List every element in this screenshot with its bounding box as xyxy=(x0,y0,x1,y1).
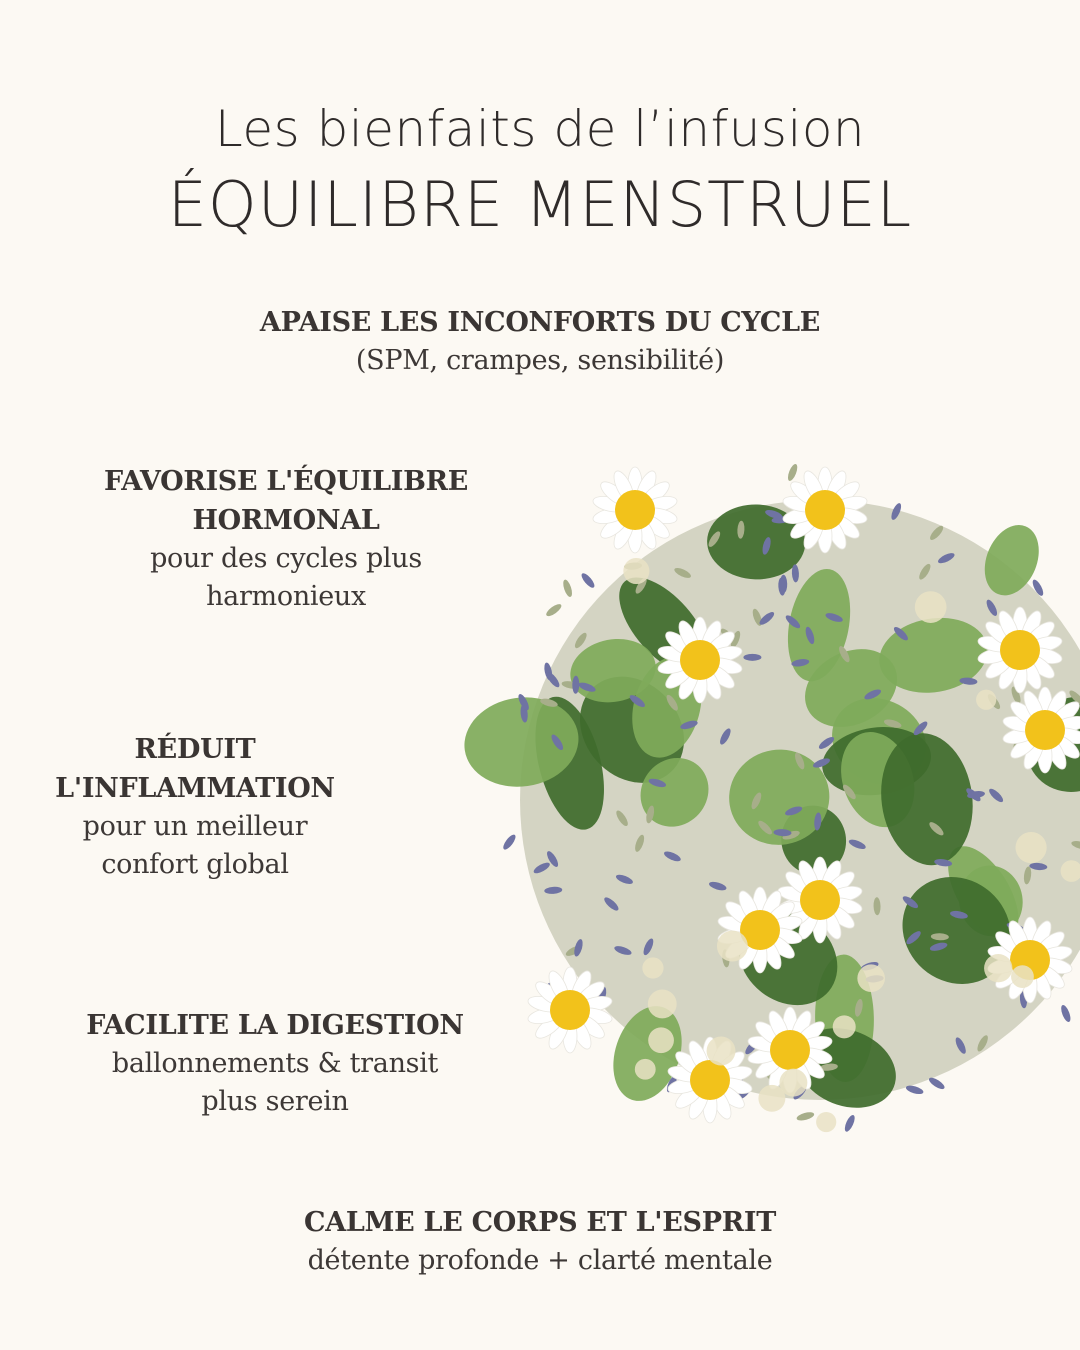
dried-flower-head xyxy=(648,1027,674,1053)
lavender-bud xyxy=(561,579,573,598)
dried-flower-head xyxy=(623,558,649,584)
benefit-heading: FAVORISE L'ÉQUILIBRE HORMONAL xyxy=(103,466,469,536)
lavender-bud xyxy=(796,1111,815,1122)
dried-flower-head xyxy=(857,964,885,992)
dried-flower-head xyxy=(635,1059,656,1080)
dried-flower-head xyxy=(1015,832,1046,863)
benefit-description: pour des cycles plus harmonieux xyxy=(150,543,422,612)
dried-flower-head xyxy=(707,1037,736,1066)
lavender-bud xyxy=(743,654,761,661)
dried-flower-head xyxy=(915,591,947,623)
dried-flower-head xyxy=(1011,965,1034,988)
dried-flower-head xyxy=(642,957,663,978)
benefit-description: pour un meilleur confort global xyxy=(82,811,308,880)
lavender-bud xyxy=(579,571,596,589)
lavender-bud xyxy=(786,463,799,482)
dried-flower-head xyxy=(758,1085,785,1112)
title-line-1: Les bienfaits de l’infusion xyxy=(214,100,866,158)
dried-flower-head xyxy=(984,954,1012,982)
benefit-heading: FACILITE LA DIGESTION xyxy=(86,1010,464,1041)
benefit-reduces-inflammation xyxy=(30,730,360,884)
benefit-soothes-cycle xyxy=(190,303,890,380)
benefit-heading: RÉDUIT L'INFLAMMATION xyxy=(55,734,335,804)
benefit-description: (SPM, crampes, sensibilité) xyxy=(355,345,725,376)
dried-flower-head xyxy=(976,690,996,710)
dried-flower-head xyxy=(816,1112,836,1132)
lavender-bud xyxy=(843,1114,857,1133)
benefit-description: ballonnements & transit plus serein xyxy=(111,1048,439,1117)
chamomile-flower xyxy=(592,467,679,553)
benefit-heading: APAISE LES INCONFORTS DU CYCLE xyxy=(259,307,821,338)
title-line-2: ÉQUILIBRE MENSTRUEL xyxy=(167,168,913,241)
dried-flower-head xyxy=(648,990,677,1019)
herbal-blend-illustration xyxy=(420,400,1080,1200)
benefit-description: détente profonde + clarté mentale xyxy=(307,1245,773,1276)
benefit-calms-body-mind xyxy=(190,1203,890,1280)
lavender-bud xyxy=(544,602,563,618)
dried-flower-head xyxy=(717,931,748,962)
lavender-bud xyxy=(927,1076,946,1092)
dried-flower-head xyxy=(833,1015,856,1038)
benefit-heading: CALME LE CORPS ET L'ESPRIT xyxy=(304,1207,776,1238)
lavender-bud xyxy=(1059,1004,1072,1023)
lavender-bud xyxy=(501,833,517,852)
